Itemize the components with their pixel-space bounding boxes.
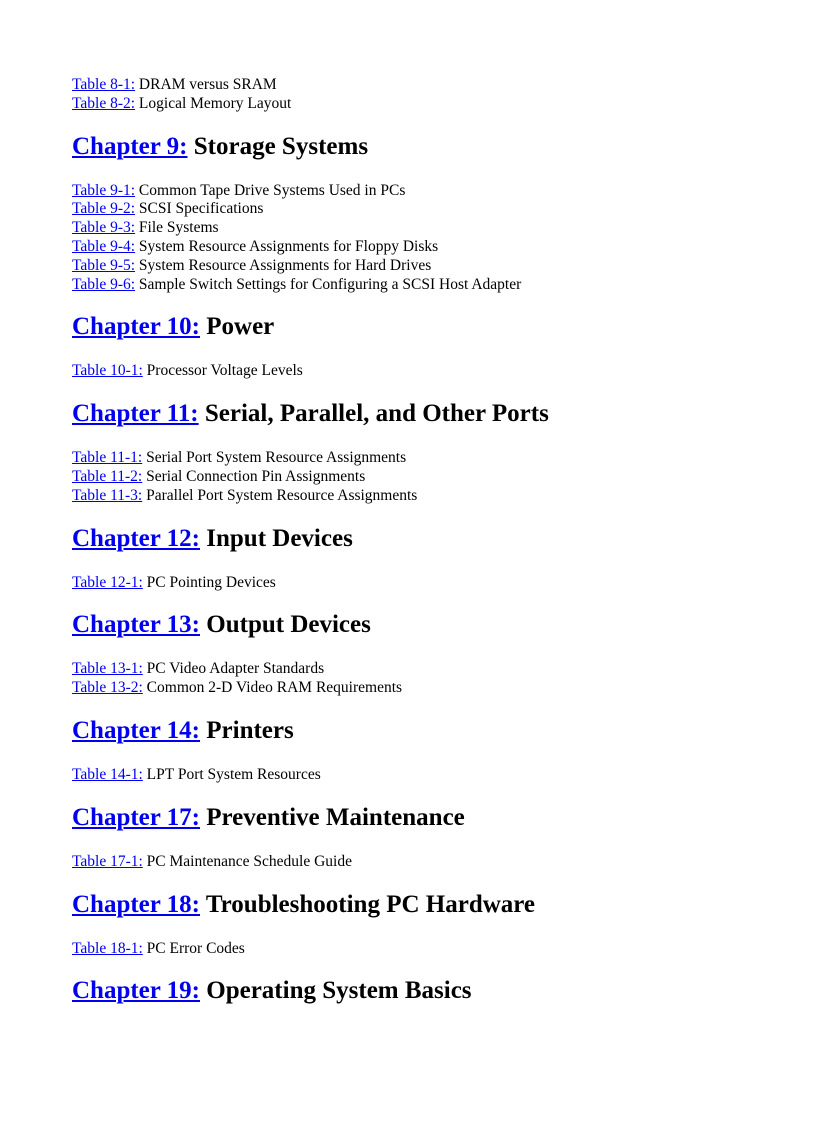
table-title: PC Error Codes [146,939,245,957]
chapter-title: Printers [206,716,294,744]
table-entry [72,766,772,785]
table-link[interactable]: Table 17-1: [72,852,143,870]
table-link[interactable]: Table 8-2: [72,94,136,112]
table-entry [72,362,772,381]
chapter-link[interactable]: Chapter 12: [72,524,201,552]
chapter-title: Storage Systems [193,132,369,160]
chapter-table-list [72,766,772,785]
chapter-table-list [72,449,772,505]
chapter-heading [72,976,772,1006]
document-page [72,76,772,1026]
chapter-link[interactable]: Chapter 10: [72,313,201,341]
chapter-table-list [72,660,772,698]
chapter-link[interactable]: Chapter 13: [72,611,201,639]
table-link[interactable]: Table 9-5: [72,256,136,274]
chapter-heading [72,610,772,640]
table-link[interactable]: Table 10-1: [72,362,143,380]
table-title: Parallel Port System Resource Assignments [146,486,418,504]
chapter-heading [72,716,772,746]
chapter-title: Operating System Basics [206,977,472,1005]
chapter-link[interactable]: Chapter 17: [72,803,201,831]
table-title: Logical Memory Layout [138,94,292,112]
chapter-heading [72,312,772,342]
table-link[interactable]: Table 9-4: [72,237,136,255]
table-entry [72,276,772,295]
table-entry [72,468,772,487]
chapter-heading [72,803,772,833]
table-link[interactable]: Table 11-3: [72,486,143,504]
table-title: Common 2-D Video RAM Requirements [146,679,403,697]
table-entry [72,449,772,468]
chapter-title: Power [206,313,275,341]
table-entry [72,182,772,201]
table-title: Common Tape Drive Systems Used in PCs [138,181,406,199]
chapter-table-list [72,574,772,593]
table-title: Serial Connection Pin Assignments [146,467,366,485]
table-link[interactable]: Table 14-1: [72,765,143,783]
table-entry [72,76,772,95]
chapter-title: Preventive Maintenance [206,803,465,831]
table-link[interactable]: Table 18-1: [72,939,143,957]
table-link[interactable]: Table 9-3: [72,219,136,237]
table-title: PC Video Adapter Standards [146,660,325,678]
table-entry [72,219,772,238]
chapter-heading [72,524,772,554]
table-entry [72,200,772,219]
table-link[interactable]: Table 9-2: [72,200,136,218]
table-title: Processor Voltage Levels [146,362,303,380]
table-title: System Resource Assignments for Floppy Disks [138,237,439,255]
table-entry [72,940,772,959]
table-entry [72,574,772,593]
table-link[interactable]: Table 11-2: [72,467,143,485]
table-title: LPT Port System Resources [146,765,321,783]
table-entry [72,853,772,872]
chapter-title: Input Devices [206,524,353,552]
chapter-table-list [72,362,772,381]
table-link[interactable]: Table 13-2: [72,679,143,697]
table-link[interactable]: Table 13-1: [72,660,143,678]
chapter-link[interactable]: Chapter 14: [72,716,201,744]
chapter-table-list [72,853,772,872]
chapter-table-list [72,182,772,295]
table-title: PC Pointing Devices [146,573,276,591]
chapter-heading [72,399,772,429]
table-entry [72,238,772,257]
table-entry [72,679,772,698]
chapter-link[interactable]: Chapter 18: [72,890,201,918]
table-entry [72,660,772,679]
table-link[interactable]: Table 8-1: [72,76,136,93]
chapter-title: Troubleshooting PC Hardware [205,890,536,918]
top-table-list [72,76,772,114]
table-title: PC Maintenance Schedule Guide [146,852,352,870]
table-entry [72,257,772,276]
table-link[interactable]: Table 11-1: [72,449,143,467]
chapter-link[interactable]: Chapter 19: [72,977,201,1005]
table-title: System Resource Assignments for Hard Drives [138,256,432,274]
table-link[interactable]: Table 9-6: [72,275,136,293]
chapter-title: Output Devices [206,611,371,639]
chapter-table-list [72,940,772,959]
table-link[interactable]: Table 12-1: [72,573,143,591]
table-link[interactable]: Table 9-1: [72,181,136,199]
table-title: DRAM versus SRAM [138,76,277,93]
chapter-heading [72,132,772,162]
table-entry [72,487,772,506]
table-title: Sample Switch Settings for Configuring a SCSI Host Adapter [138,275,522,293]
chapter-title: Serial, Parallel, and Other Ports [204,400,549,428]
table-entry [72,95,772,114]
table-title: File Systems [138,219,219,237]
table-title: SCSI Specifications [138,200,264,218]
chapter-link[interactable]: Chapter 9: [72,132,188,160]
table-title: Serial Port System Resource Assignments [146,449,407,467]
chapter-heading [72,890,772,920]
chapter-link[interactable]: Chapter 11: [72,400,199,428]
